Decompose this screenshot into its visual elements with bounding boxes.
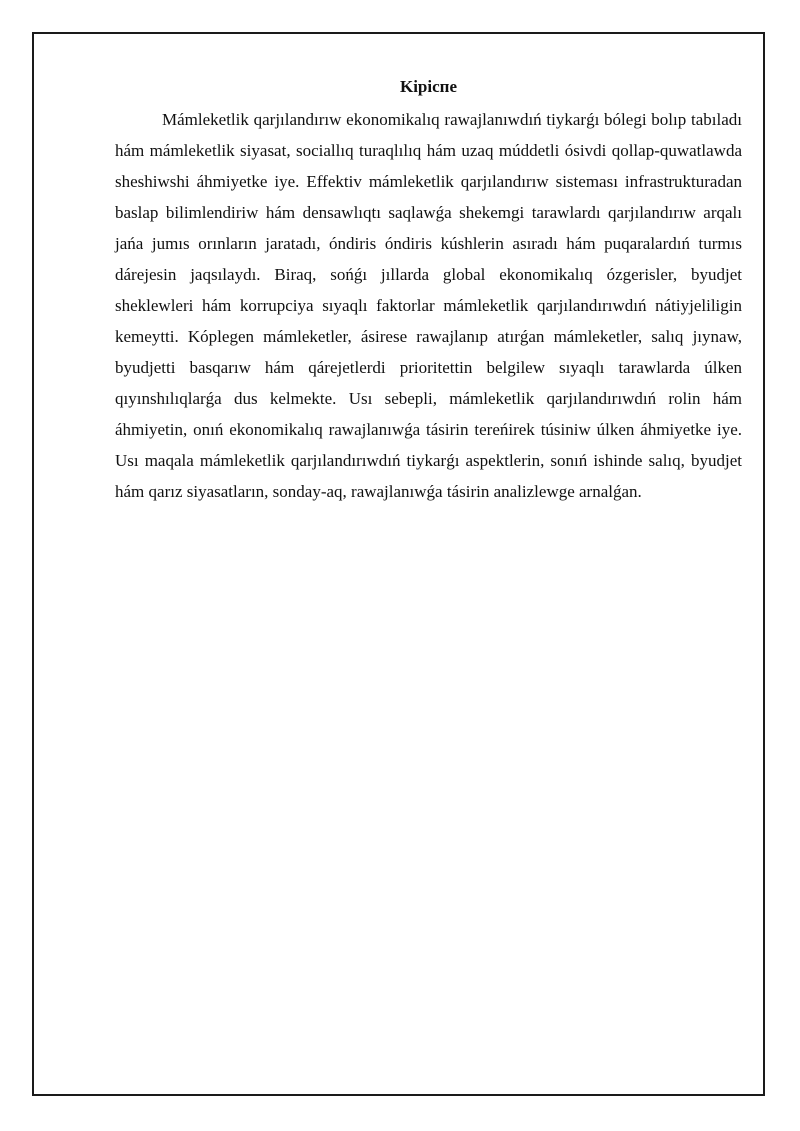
document-title: Kipicпe	[399, 77, 457, 96]
body-paragraph: Mámleketlik qarjılandırıw ekonomikalıq rawajlanıwdıń tiykarǵı bólegi bolıp tabıladı hám mámleketlik siyasat, sociallıq turaqlılıq hám uzaq múddetli ósivdi qollap-quwatlawda sheshiwshi áhmiyetke iye. Effektiv mámleketlik qarjılandırıw sisteması infrastrukturadan baslap bilimlendiriw hám densawlıqtı saqlawǵa shekemgi tarawlardı qarjılandırıw arqalı jańa jumıs orınların jaratadı, óndiris óndiris kúshlerin asıradı hám puqaralardıń turmıs dárejesin jaqsılaydı. Biraq, sońǵı jıllarda global ekonomikalıq ózgerisler, byudjet sheklewleri hám korrupciya sıyaqlı faktorlar mámleketlik qarjılandırıwdıń nátiyjeliligin kemeytti. Kóplegen mámleketler, ásirese rawajlanıp atırǵan mámleketler, salıq jıynaw, byudjetti basqarıw hám qárejetlerdi prioritettin belgilew sıyaqlı tarawlarda úlken qıyınshılıqlarǵa dus kelmekte. Usı sebepli, mámleketlik qarjılandırıwdıń rolin hám áhmiyetin, onıń ekonomikalıq rawajlanıwǵa tásirin tereńirek túsiniw úlken áhmiyetke iye. Usı maqala mámleketlik qarjılandırıwdıń tiykarǵı aspektlerin, sonıń ishinde salıq, byudjet hám qarız siyasatların, sonday-aq, rawajlanıwǵa tásirin analizlewge arnalǵan.	[115, 110, 742, 501]
document-body	[115, 76, 742, 507]
